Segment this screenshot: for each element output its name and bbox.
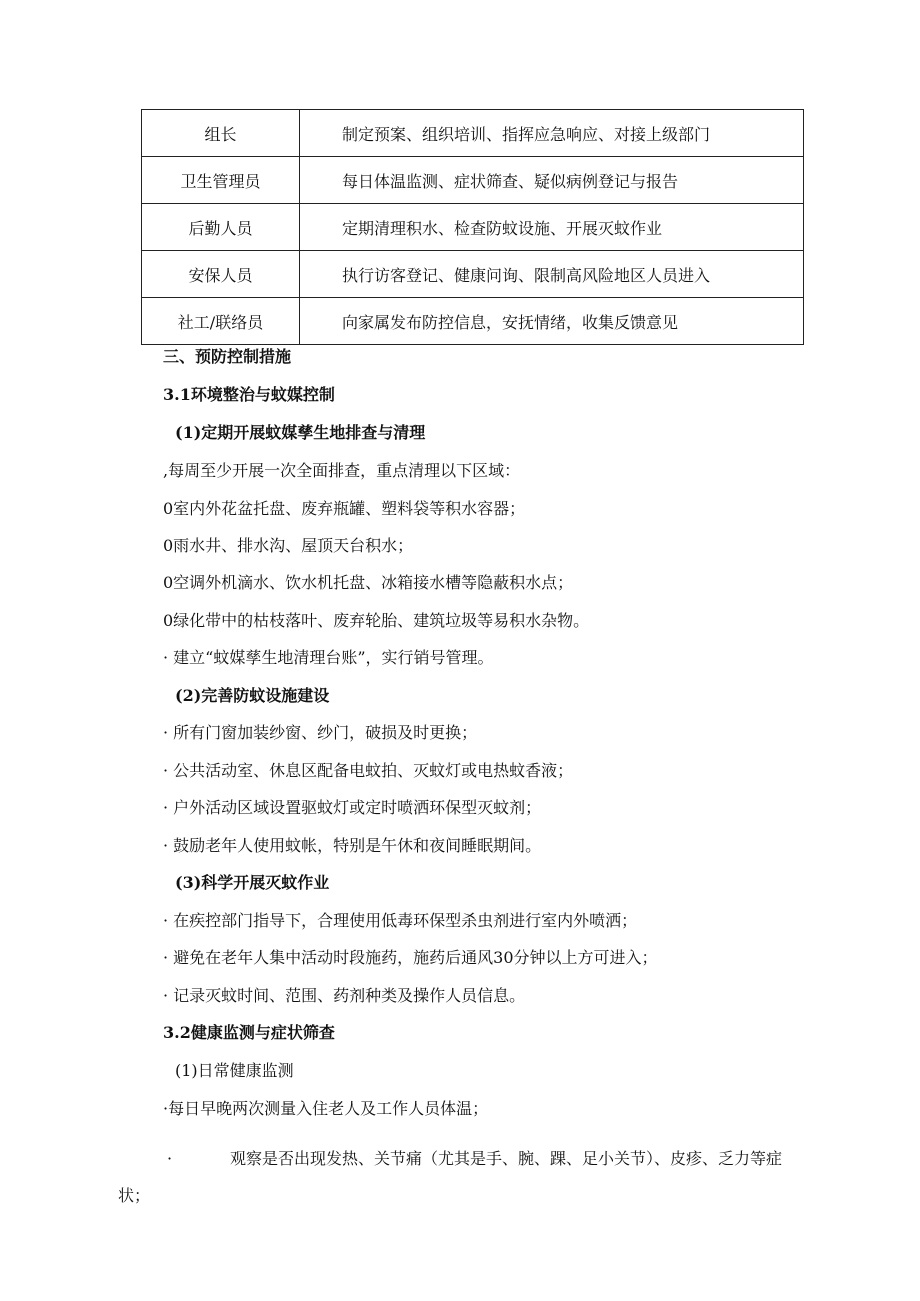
list-item: · 在疾控部门指导下，合理使用低毒环保型杀虫剂进行室内外喷洒； xyxy=(163,911,638,930)
list-item: 0绿化带中的枯枝落叶、废弃轮胎、建筑垃圾等易积水杂物。 xyxy=(163,611,590,630)
bullet: · xyxy=(167,1149,173,1168)
subsection-heading: 3.1环境整治与蚊媒控制 xyxy=(163,385,335,404)
list-item: · 所有门窗加装纱窗、纱门，破损及时更换； xyxy=(163,723,478,742)
table-row xyxy=(142,298,804,345)
role-cell: 组长 xyxy=(142,110,300,157)
duty-cell: 制定预案、组织培训、指挥应急响应、对接上级部门 xyxy=(300,110,804,157)
subheading: (1)日常健康监测 xyxy=(175,1061,294,1080)
section-heading: 三、预防控制措施 xyxy=(163,347,292,366)
role-cell: 安保人员 xyxy=(142,251,300,298)
subheading: (2)完善防蚊设施建设 xyxy=(175,686,330,705)
list-item: 0空调外机滴水、饮水机托盘、冰箱接水槽等隐蔽积水点； xyxy=(163,573,574,592)
role-cell: 社工/联络员 xyxy=(142,298,300,345)
list-item: · 户外活动区域设置驱蚊灯或定时喷洒环保型灭蚊剂； xyxy=(163,798,542,817)
role-cell: 后勤人员 xyxy=(142,204,300,251)
role-cell: 卫生管理员 xyxy=(142,157,300,204)
body-line: 状； xyxy=(118,1186,151,1205)
list-item: 观察是否出现发热、关节痛（尤其是手、腕、踝、足小关节）、皮疹、乏力等症 xyxy=(230,1149,783,1168)
list-item: · 鼓励老年人使用蚊帐，特别是午休和夜间睡眠期间。 xyxy=(163,836,542,855)
list-item: 0室内外花盆托盘、废弃瓶罐、塑料袋等积水容器； xyxy=(163,499,526,518)
duty-cell: 执行访客登记、健康问询、限制高风险地区人员进入 xyxy=(300,251,804,298)
duty-cell: 每日体温监测、症状筛查、疑似病例登记与报告 xyxy=(300,157,804,204)
list-item: · 建立“蚊媒孳生地清理台账”，实行销号管理。 xyxy=(163,648,494,667)
subheading: (3)科学开展灭蚊作业 xyxy=(175,873,330,892)
duty-cell: 向家属发布防控信息，安抚情绪，收集反馈意见 xyxy=(300,298,804,345)
list-item: · 公共活动室、休息区配备电蚊拍、灭蚊灯或电热蚊香液； xyxy=(163,761,574,780)
list-item: · 避免在老年人集中活动时段施药，施药后通风30分钟以上方可进入； xyxy=(163,948,658,967)
subheading: (1)定期开展蚊媒孳生地排查与清理 xyxy=(175,423,426,442)
body-line: ,每周至少开展一次全面排查，重点清理以下区域： xyxy=(163,461,521,480)
table-row xyxy=(142,251,804,298)
list-item: · 记录灭蚊时间、范围、药剂种类及操作人员信息。 xyxy=(163,986,526,1005)
list-item: 0雨水井、排水沟、屋顶天台积水； xyxy=(163,536,414,555)
role-duty-table xyxy=(141,109,804,345)
table-row xyxy=(142,204,804,251)
list-item: ·每日早晚两次测量入住老人及工作人员体温； xyxy=(163,1099,489,1118)
subsection-heading: 3.2健康监测与症状筛查 xyxy=(163,1023,335,1042)
table-row xyxy=(142,110,804,157)
table-row xyxy=(142,157,804,204)
duty-cell: 定期清理积水、检查防蚊设施、开展灭蚊作业 xyxy=(300,204,804,251)
